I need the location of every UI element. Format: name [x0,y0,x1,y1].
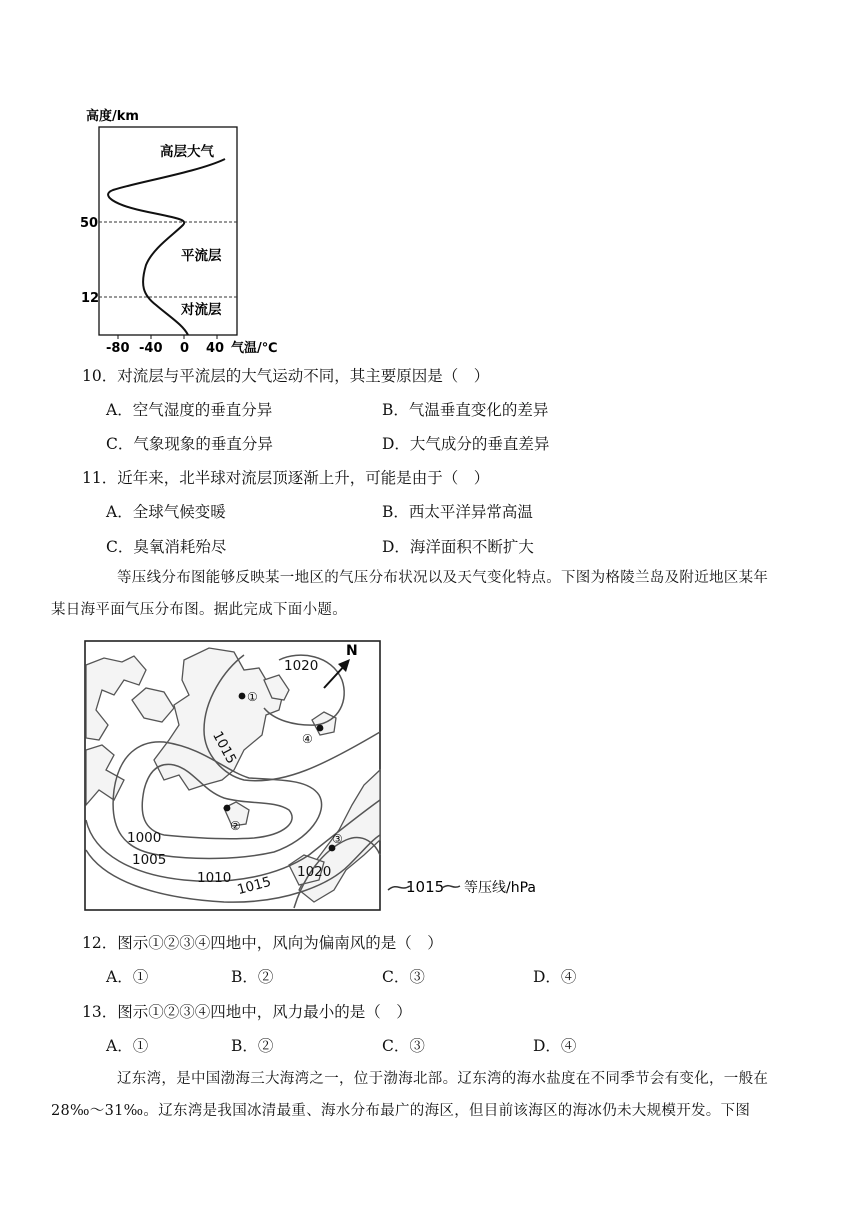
intro2-line-1: 辽东湾，是中国渤海三大海湾之一，位于渤海北部。辽东湾的海水盐度在不同季节会有变化，一般在 [117,1071,769,1087]
point-2-dot [224,805,231,812]
intro2-line-2: 28‰～31‰。辽东湾是我国冰清最重、海水分布最广的海区，但目前该海区的海冰仍未大规模开发。下图 [51,1103,751,1119]
point-4-label: ④ [302,732,313,746]
isobar-label: 1015 [209,728,240,767]
question-12-option-d[interactable]: D．④ [533,968,577,986]
legend-value: 1015 [406,878,445,896]
layer-label-troposphere: 对流层 [181,302,222,318]
question-10-option-c[interactable]: C．气象现象的垂直分异 [106,435,273,453]
point-1-label: ① [247,690,258,704]
y-axis-label: 高度/km [86,109,139,124]
legend-label: 等压线/hPa [464,880,536,896]
point-2-label: ② [230,819,241,833]
question-13-option-b[interactable]: B．② [231,1037,274,1055]
y-tick-label: 12 [81,291,100,306]
point-4-dot [317,725,324,732]
question-10-option-b[interactable]: B．气温垂直变化的差异 [382,401,549,419]
question-10-option-d[interactable]: D．大气成分的垂直差异 [382,435,550,453]
question-12-option-c[interactable]: C．③ [382,968,425,986]
point-1-dot [239,693,246,700]
layer-label-stratosphere: 平流层 [181,248,222,264]
isobar-label: 1010 [197,870,232,886]
question-11-option-c[interactable]: C．臭氧消耗殆尽 [106,538,227,556]
x-axis-label: 气温/℃ [231,341,278,356]
isobar-label: 1020 [297,864,332,880]
question-13-option-c[interactable]: C．③ [382,1037,425,1055]
question-10-option-a[interactable]: A．空气湿度的垂直分异 [106,401,273,419]
question-13-option-a[interactable]: A．① [106,1037,149,1055]
point-3-label: ③ [332,832,343,846]
question-11-option-d[interactable]: D．海洋面积不断扩大 [382,538,534,556]
question-11-stem: 11．近年来，北半球对流层顶逐渐上升，可能是由于（ ） [82,469,490,487]
intro-line-1: 等压线分布图能够反映某一地区的气压分布状况以及天气变化特点。下图为格陵兰岛及附近地区某年 [117,570,769,586]
intro-paragraph-1 [51,562,792,626]
map-legend [388,878,536,896]
question-13-stem: 13．图示①②③④四地中，风力最小的是（ ） [82,1003,412,1021]
x-tick-label: 0 [180,341,190,356]
question-11-option-b[interactable]: B．西太平洋异常高温 [382,503,533,521]
question-10-stem: 10．对流层与平流层的大气运动不同，其主要原因是（ ） [82,367,490,385]
legend-line-tail [442,886,460,888]
isobar-label: 1000 [127,830,162,846]
question-12-option-b[interactable]: B．② [231,968,274,986]
question-13-option-d[interactable]: D．④ [533,1037,577,1055]
y-tick-label: 50 [80,216,99,231]
atmosphere-temperature-chart [78,100,278,358]
x-tick-label: 40 [206,341,225,356]
isobar-label: 1005 [132,852,167,868]
isobar-label: 1015 [235,873,273,899]
x-tick-label: -40 [139,341,163,356]
intro-line-2: 某日海平面气压分布图。据此完成下面小题。 [51,602,347,618]
question-12-option-a[interactable]: A．① [106,968,149,986]
question-11-option-a[interactable]: A．全球气候变暖 [106,503,226,521]
question-12-stem: 12．图示①②③④四地中，风向为偏南风的是（ ） [82,934,443,952]
north-label: N [346,643,358,659]
layer-label-upper: 高层大气 [160,144,214,160]
intro-paragraph-2 [51,1063,792,1127]
x-tick-label: -80 [106,341,130,356]
isobar-label: 1020 [284,658,319,674]
isobar-map [84,640,560,914]
